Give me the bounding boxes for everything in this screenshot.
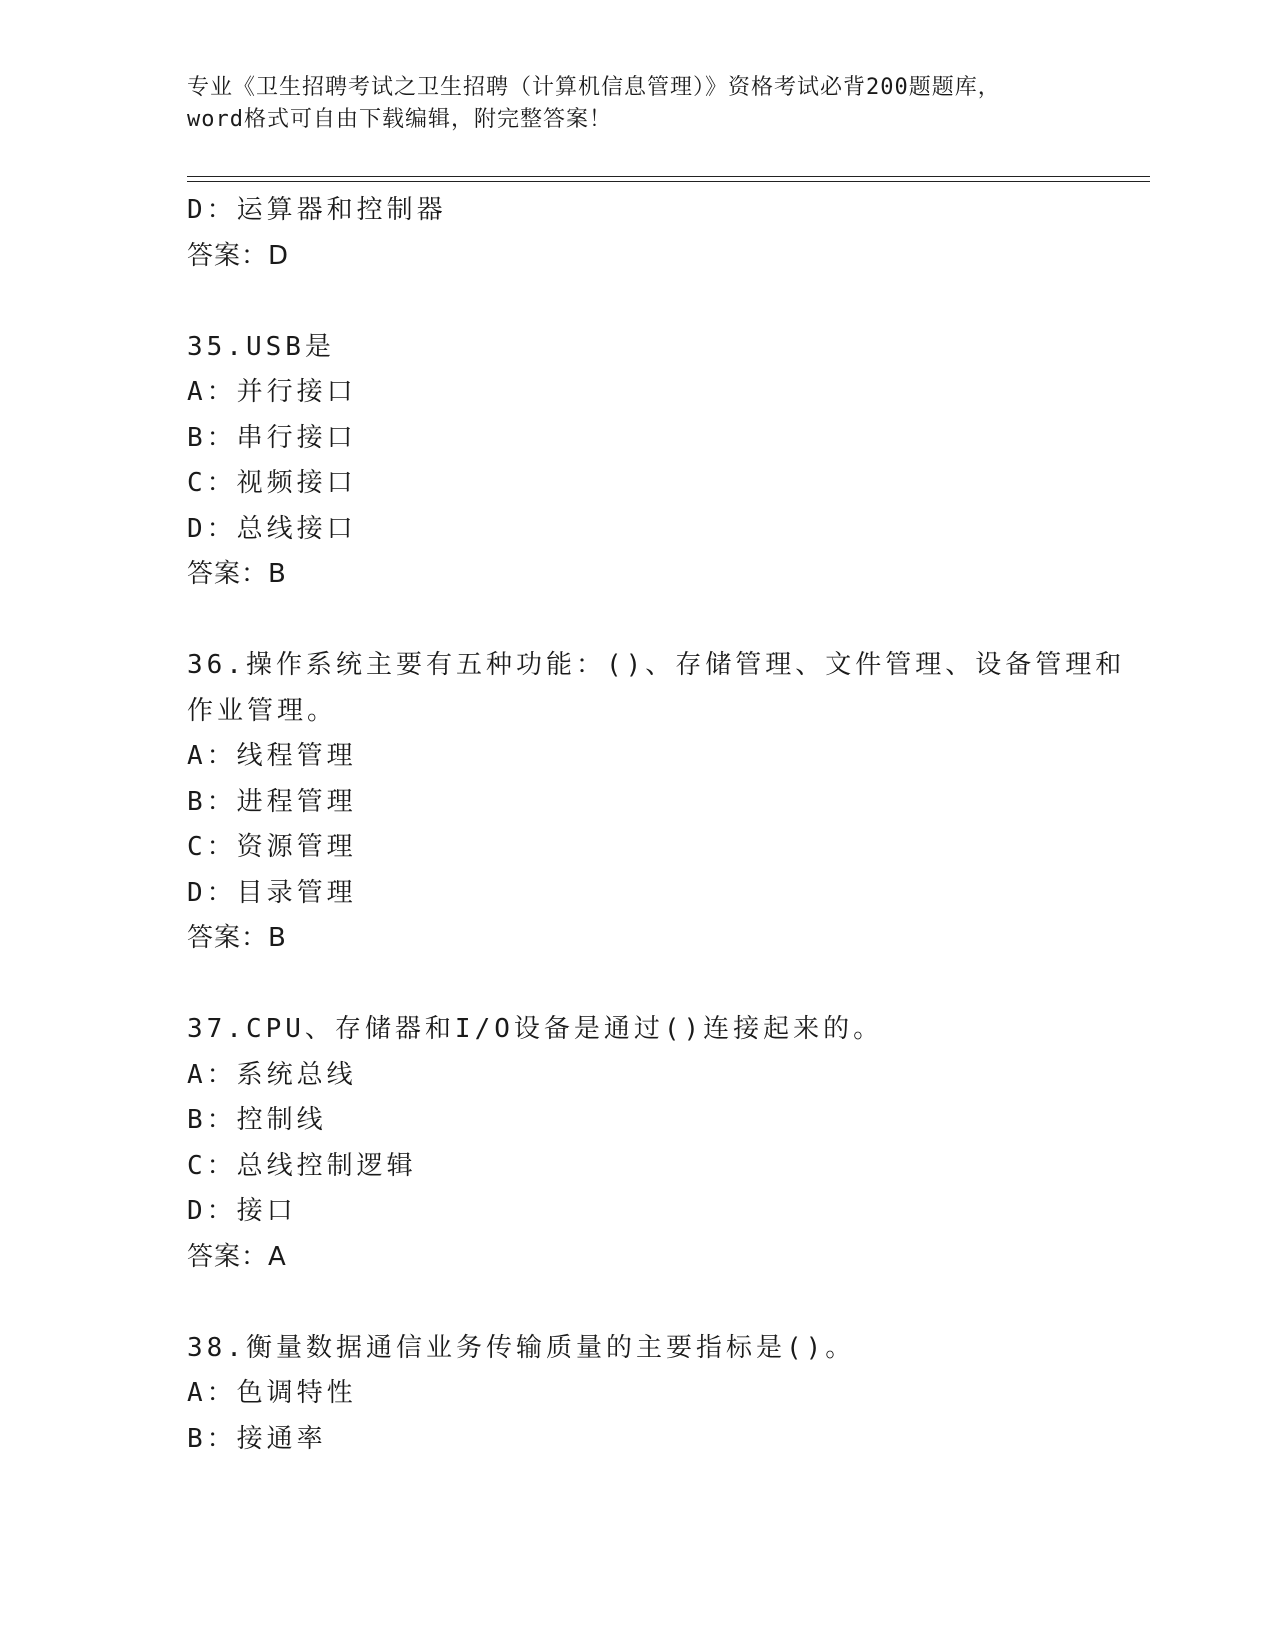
q38-option-b: B：接通率 — [187, 1423, 327, 1454]
header-title-line-1: 专业《卫生招聘考试之卫生招聘（计算机信息管理）》资格考试必背200题题库， — [187, 75, 1001, 100]
q35-option-c: C：视频接口 — [187, 468, 357, 498]
spacer — [187, 1280, 1117, 1326]
q36-option-b: B：进程管理 — [187, 786, 357, 817]
q34-option-d: D：运算器和控制器 — [187, 195, 447, 225]
q37-stem: 37.CPU、存储器和I/O设备是通过()连接起来的。 — [187, 1014, 884, 1044]
q36-stem-line-2: 作业管理。 — [187, 695, 338, 726]
spacer — [187, 279, 1117, 325]
q36-option-c: C：资源管理 — [187, 832, 357, 862]
document-header — [187, 72, 1087, 136]
q36-stem-line-1: 36.操作系统主要有五种功能：()、存储管理、文件管理、设备管理和 — [187, 650, 1126, 680]
q38-option-a: A：色调特性 — [187, 1378, 357, 1408]
q34-answer: 答案：D — [187, 240, 290, 271]
q35-answer: 答案：B — [187, 559, 287, 589]
q35-option-b: B：串行接口 — [187, 422, 357, 453]
spacer — [187, 962, 1117, 1008]
q37-option-a: A：系统总线 — [187, 1059, 357, 1090]
q35-option-d: D：总线接口 — [187, 513, 357, 544]
header-divider-top — [187, 176, 1150, 177]
q38-stem: 38.衡量数据通信业务传输质量的主要指标是()。 — [187, 1332, 856, 1363]
q37-answer: 答案：A — [187, 1241, 287, 1272]
q36-option-a: A：线程管理 — [187, 741, 357, 771]
header-title-line-2: word格式可自由下载编辑，附完整答案！ — [187, 107, 612, 132]
q37-option-d: D：接口 — [187, 1196, 297, 1226]
q37-option-b: B：控制线 — [187, 1105, 327, 1135]
q36-answer: 答案：B — [187, 923, 287, 953]
q36-option-d: D：目录管理 — [187, 877, 357, 908]
question-list — [187, 188, 1126, 1462]
spacer — [187, 598, 1117, 644]
header-divider-bottom — [187, 181, 1150, 182]
q35-option-a: A：并行接口 — [187, 377, 357, 407]
q35-stem: 35.USB是 — [187, 331, 335, 362]
q37-option-c: C：总线控制逻辑 — [187, 1150, 417, 1181]
